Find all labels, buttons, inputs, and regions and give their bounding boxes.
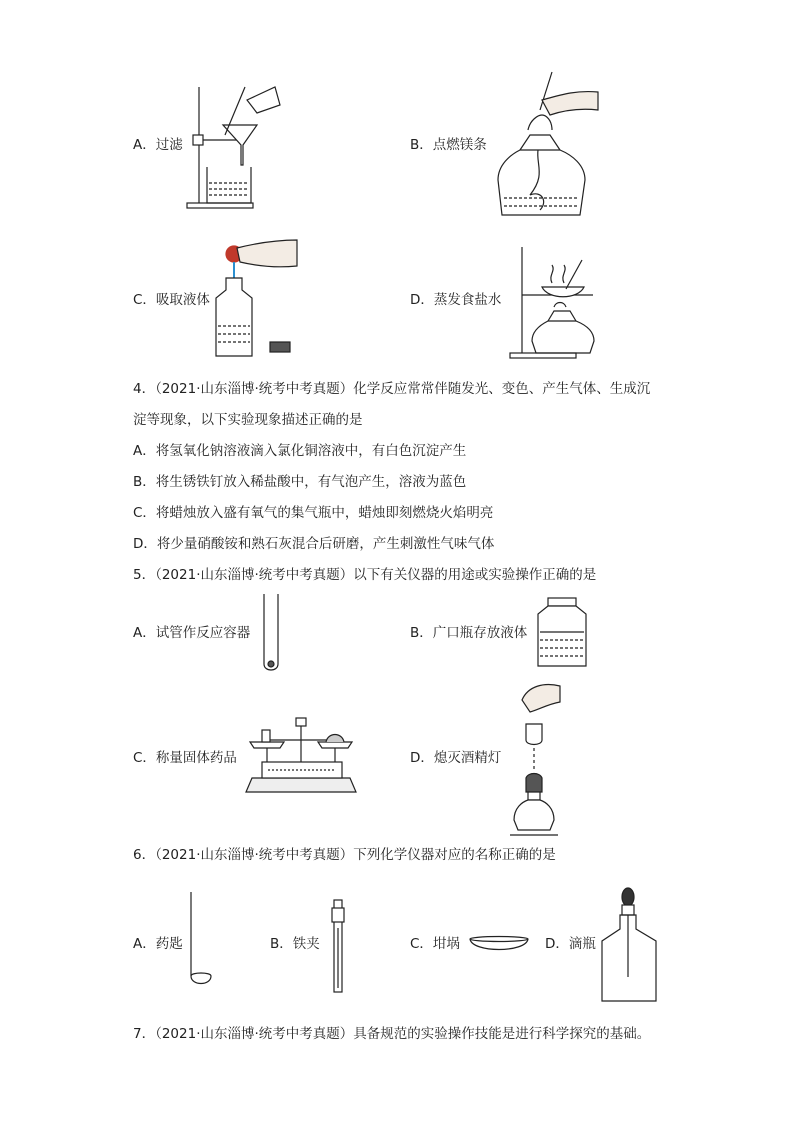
q3-option-d: D．蒸发食盐水 <box>410 292 502 308</box>
q5-option-c: C．称量固体药品 <box>133 750 237 766</box>
wide-mouth-bottle-figure <box>534 596 590 668</box>
filtration-apparatus-figure <box>185 85 285 210</box>
dropper-bottle-figure <box>600 885 660 1003</box>
q3-option-c: C．吸取液体 <box>133 292 210 308</box>
q7-stem: 7．（2021·山东淄博·统考中考真题）具备规范的实验操作技能是进行科学探究的基础。 <box>133 1026 651 1042</box>
iron-clamp-figure <box>328 898 348 994</box>
dropper-suction-figure <box>212 238 302 360</box>
q6-option-a: A．药匙 <box>133 936 183 952</box>
test-tube-figure <box>260 592 282 674</box>
q5-option-d: D．熄灭酒精灯 <box>410 750 502 766</box>
q5-stem: 5．（2021·山东淄博·统考中考真题）以下有关仪器的用途或实验操作正确的是 <box>133 567 597 583</box>
q4-stem-line1: 4．（2021·山东淄博·统考中考真题）化学反应常常伴随发光、变色、产生气体、生成沉 <box>133 381 651 397</box>
q4-option-a: A．将氢氧化钠溶液滴入氯化铜溶液中，有白色沉淀产生 <box>133 443 467 459</box>
q4-stem-line2: 淀等现象，以下实验现象描述正确的是 <box>133 412 363 428</box>
crucible-figure <box>468 935 530 957</box>
q6-option-d: D．滴瓶 <box>545 936 596 952</box>
q5-option-b: B．广口瓶存放液体 <box>410 625 528 641</box>
q6-option-c: C．坩埚 <box>410 936 460 952</box>
q4-option-d: D．将少量硝酸铵和熟石灰混合后研磨，产生刺激性气味气体 <box>133 536 495 552</box>
q4-option-c: C．将蜡烛放入盛有氧气的集气瓶中，蜡烛即刻燃烧火焰明亮 <box>133 505 494 521</box>
q6-stem: 6．（2021·山东淄博·统考中考真题）下列化学仪器对应的名称正确的是 <box>133 847 556 863</box>
q5-option-a: A．试管作反应容器 <box>133 625 251 641</box>
q4-option-b: B．将生锈铁钉放入稀盐酸中，有气泡产生，溶液为蓝色 <box>133 474 467 490</box>
q3-option-a: A．过滤 <box>133 137 183 153</box>
q6-option-b: B．铁夹 <box>270 936 320 952</box>
burning-magnesium-figure <box>490 70 600 220</box>
balance-scale-figure <box>244 716 359 796</box>
evaporation-apparatus-figure <box>508 245 603 360</box>
q3-option-b: B．点燃镁条 <box>410 137 487 153</box>
medicine-spoon-figure <box>185 890 215 990</box>
extinguish-alcohol-lamp-figure <box>504 680 564 840</box>
